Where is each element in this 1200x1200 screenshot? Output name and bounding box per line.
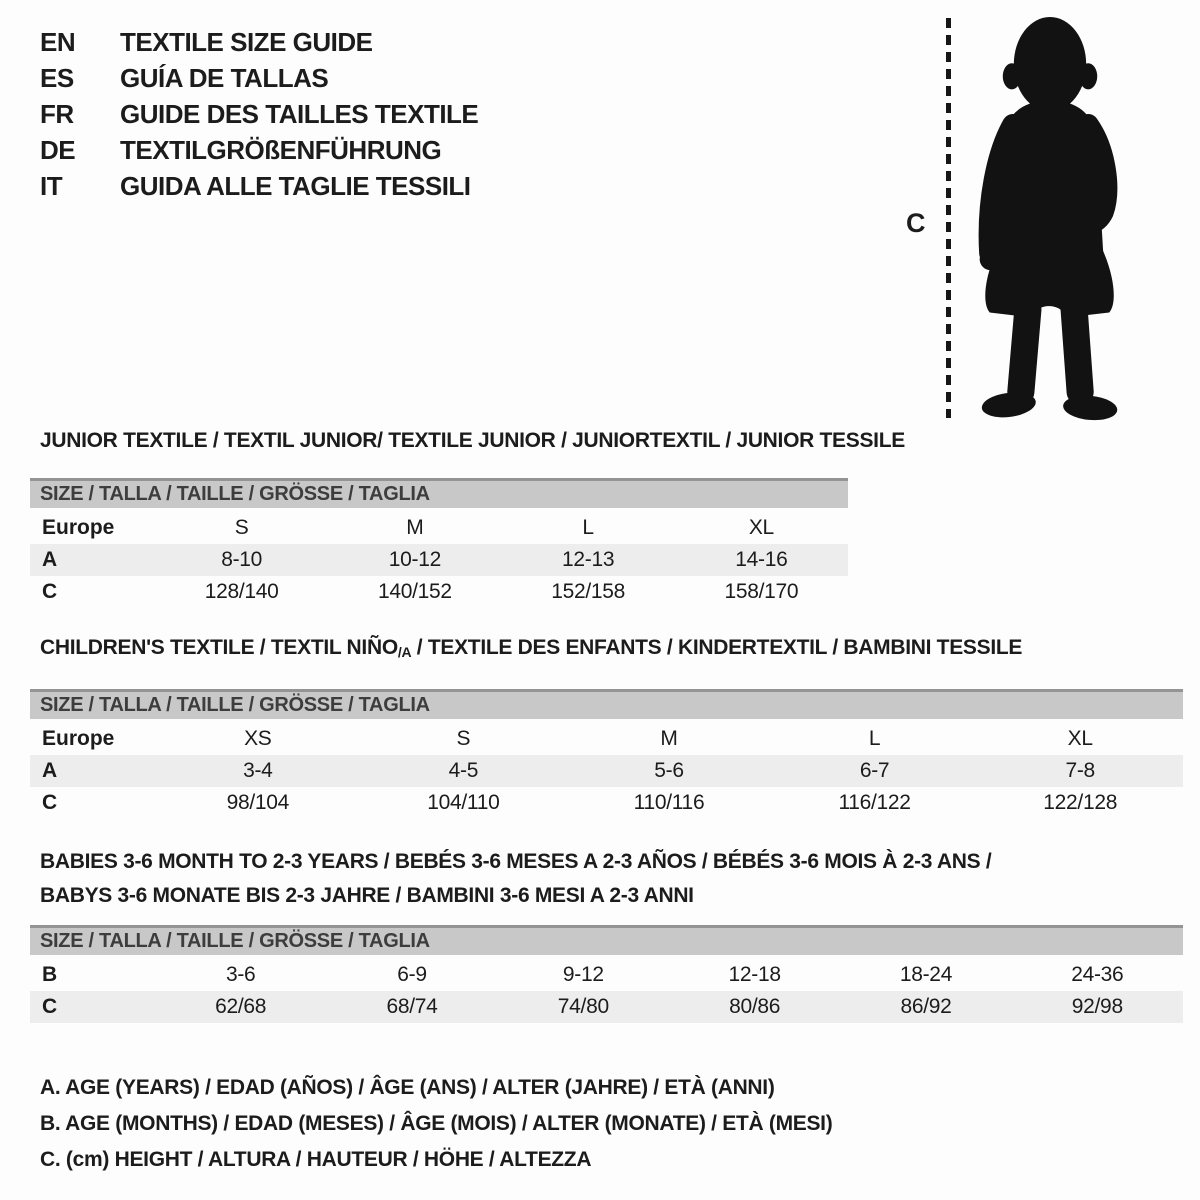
height-value: 92/98 [1071,995,1123,1018]
children-size-table [30,689,1183,819]
months-value: 24-36 [1071,963,1124,986]
age-value: 8-10 [221,548,263,571]
size-col-header: M [406,516,424,539]
height-value: 116/122 [838,791,911,814]
months-value: 3-6 [225,963,256,986]
page-title: TEXTILE SIZE GUIDE [120,27,373,57]
row-label: C [42,791,58,814]
toddler-silhouette-icon [962,12,1140,424]
title-part: CHILDREN'S TEXTILE / TEXTIL NIÑO [40,636,398,659]
height-value: 128/140 [204,580,279,603]
page-title-it: GUIDA ALLE TAGLIE TESSILI [120,171,471,201]
height-measure-label: C [906,208,926,238]
height-value: 62/68 [215,995,267,1018]
row-label: A [42,548,58,571]
height-value: 80/86 [729,995,781,1018]
babies-size-table [30,925,1183,1023]
children-textile-section [30,637,1183,819]
row-label: Europe [42,727,115,750]
page-title-de: TEXTILGRÖßENFÜHRUNG [120,135,442,165]
height-value: 122/128 [1043,791,1118,814]
height-value: 140/152 [377,580,452,603]
age-value: 10-12 [388,548,441,571]
size-col-header: S [234,516,249,539]
size-header-bar: SIZE / TALLA / TAILLE / GRÖSSE / TAGLIA [30,478,848,508]
months-value: 9-12 [562,963,604,986]
months-value: 6-9 [397,963,427,986]
height-value: 68/74 [386,995,438,1018]
height-value: 152/158 [551,580,626,603]
row-label: Europe [42,516,115,539]
babies-title-line1: BABIES 3-6 MONTH TO 2-3 YEARS / BEBÉS 3-6 MESES A 2-3 AÑOS / BÉBÉS 3-6 MOIS À 2-3 ANS / [40,850,992,873]
lang-code: ES [40,63,74,93]
language-title-list [40,24,478,204]
table-row-height [30,787,1183,819]
table-row-height [30,576,848,608]
table-row-age [30,755,1183,787]
lang-row-de [40,132,478,168]
age-value: 14-16 [735,548,788,571]
age-value: 12-13 [562,548,615,571]
size-col-header: XL [1067,727,1093,750]
lang-row-fr [40,96,478,132]
size-col-header: XS [244,727,272,750]
babies-title-line2: BABYS 3-6 MONATE BIS 2-3 JAHRE / BAMBINI 3-6 MESI A 2-3 ANNI [40,884,694,907]
junior-section-title: JUNIOR TEXTILE / TEXTIL JUNIOR/ TEXTILE JUNIOR / JUNIORTEXTIL / JUNIOR TESSILE [40,429,905,452]
legend-line-a: A. AGE (YEARS) / EDAD (AÑOS) / ÂGE (ANS) / ALTER (JAHRE) / ETÀ (ANNI) [40,1076,775,1099]
row-label: B [42,963,58,986]
row-label: C [42,580,58,603]
table-row-height [30,991,1183,1023]
age-value: 5-6 [654,759,684,782]
size-col-header: XL [748,516,774,539]
title-part: / TEXTILE DES ENFANTS / KINDERTEXTIL / BAMBINI TESSILE [411,636,1023,659]
lang-row-it [40,168,478,204]
size-col-header: S [456,727,471,750]
babies-textile-section [30,845,1183,1023]
size-col-header: M [660,727,678,750]
lang-code: DE [40,135,76,165]
size-header-bar: SIZE / TALLA / TAILLE / GRÖSSE / TAGLIA [30,689,1183,719]
age-value: 4-5 [448,759,479,782]
children-section-title [40,637,1183,660]
height-dashed-line [946,18,951,418]
size-col-header: L [868,727,881,750]
lang-row-en [40,24,478,60]
table-row-europe [30,512,848,544]
table-row-months [30,959,1183,991]
babies-section-title [40,845,1183,913]
lang-code: IT [40,171,63,201]
age-value: 3-4 [243,759,273,782]
months-value: 18-24 [899,963,953,986]
size-col-header: L [582,516,594,539]
height-value: 110/116 [633,791,705,814]
height-value: 104/110 [427,791,500,814]
row-label: A [42,759,58,782]
height-value: 98/104 [226,791,290,814]
height-value: 74/80 [557,995,609,1018]
age-value: 7-8 [1065,759,1095,782]
height-value: 86/92 [900,995,952,1018]
table-row-europe [30,723,1183,755]
lang-code: FR [40,99,74,129]
junior-textile-section [30,429,905,608]
row-label: C [42,995,58,1018]
legend-line-b: B. AGE (MONTHS) / EDAD (MESES) / ÂGE (MOIS) / ALTER (MONATE) / ETÀ (MESI) [40,1112,833,1135]
legend [40,1070,832,1178]
page-title-fr: GUIDE DES TAILLES TEXTILE [120,99,479,129]
legend-line-c: C. (cm) HEIGHT / ALTURA / HAUTEUR / HÖHE / ALTEZZA [40,1148,592,1171]
lang-row-es [40,60,478,96]
page-title-es: GUÍA DE TALLAS [120,63,329,93]
junior-size-table [30,478,848,608]
size-header-bar: SIZE / TALLA / TAILLE / GRÖSSE / TAGLIA [30,925,1183,955]
age-value: 6-7 [859,759,890,782]
lang-code: EN [40,27,76,57]
months-value: 12-18 [728,963,781,986]
height-value: 158/170 [724,580,799,603]
title-subscript: /A [397,644,412,660]
table-row-age [30,544,848,576]
